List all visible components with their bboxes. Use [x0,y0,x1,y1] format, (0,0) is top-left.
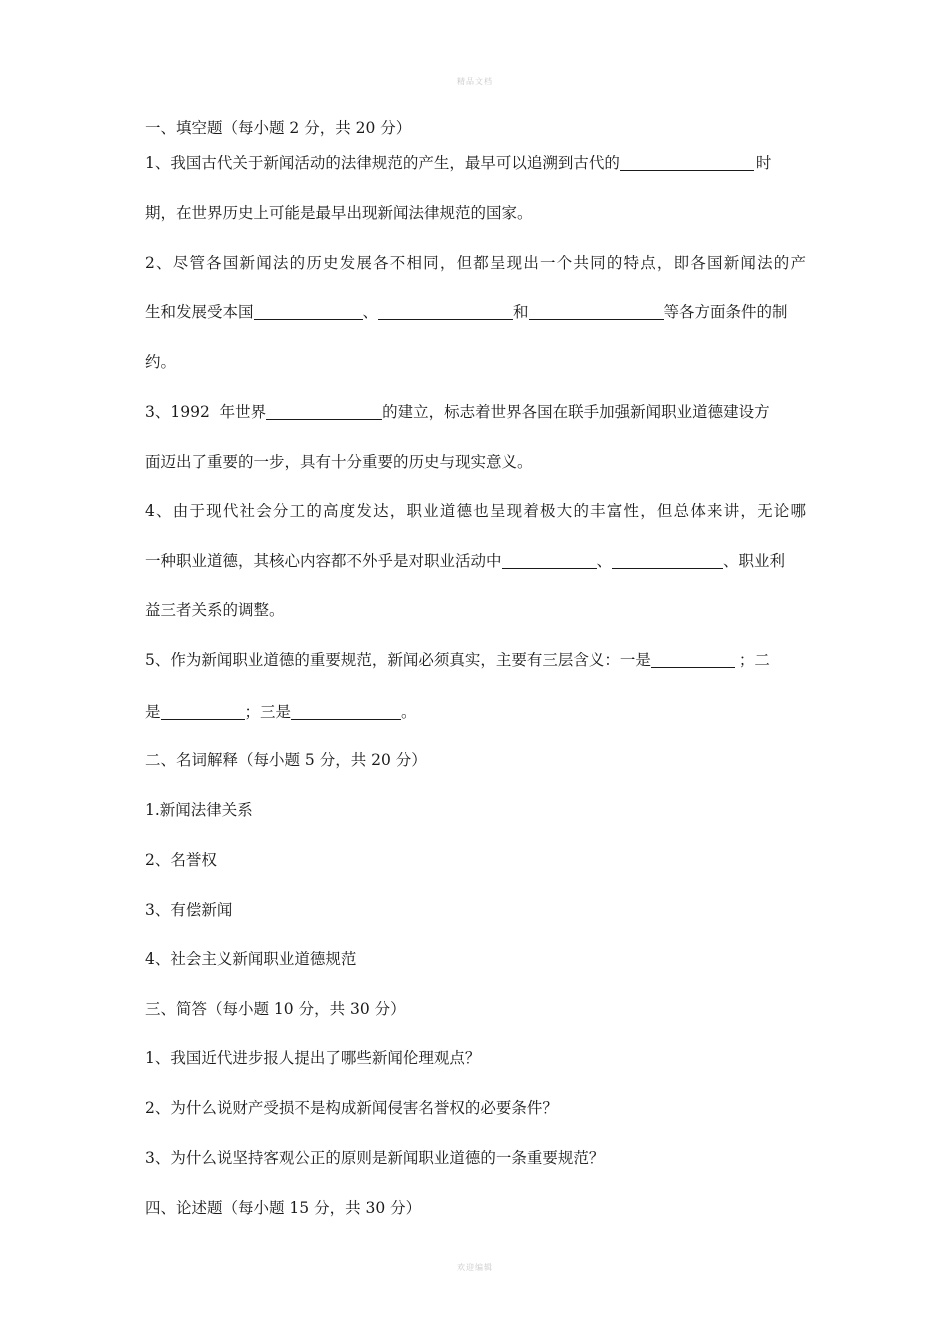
q2-line3: 约。 [145,353,177,371]
q2-text-end: 等各方面条件的制 [663,303,788,321]
q1-text-end: 时 [755,154,772,172]
q5-line1 [145,650,770,670]
section2-item: 3、有偿新闻 [145,901,233,919]
q1-text: 1、我国古代关于新闻活动的法律规范的产生，最早可以追溯到古代的 [145,154,620,172]
q3-line1 [145,402,770,422]
section3-item: 2、为什么说财产受损不是构成新闻侵害名誉权的必要条件？ [145,1099,558,1117]
q5-text-4: ；三是 [244,703,292,721]
q5-line2 [145,702,417,722]
section3-item: 1、我国近代进步报人提出了哪些新闻伦理观点？ [145,1049,481,1067]
q2-blank-3 [529,303,664,320]
q5-text-2: ；二 [738,651,770,669]
q2-line1: 2、尽管各国新闻法的历史发展各不相同，但都呈现出一个共同的特点，即各国新闻法的产 [145,254,806,272]
q4-text: 一种职业道德，其核心内容都不外乎是对职业活动中 [145,552,502,570]
q5-text-end: 。 [401,703,417,721]
q5-text: 5、作为新闻职业道德的重要规范，新闻必须真实，主要有三层含义：一是 [145,651,651,669]
q5-blank-1 [651,651,735,668]
q2-line2 [145,302,788,322]
q5-text-3: 是 [145,703,161,721]
q3-text: 3、1992 年世界 [145,403,267,421]
q4-blank-2 [612,552,723,569]
q1-blank [620,154,754,171]
q2-sep-2: 和 [513,303,529,321]
section2-title: 二、名词解释（每小题 5 分，共 20 分） [145,751,427,769]
q4-text-end: 、职业利 [723,552,786,570]
q2-text: 生和发展受本国 [145,303,254,321]
q4-line3: 益三者关系的调整。 [145,601,285,619]
header-watermark: 精品文档 [457,77,493,86]
q2-blank-1 [254,303,363,320]
section2-item: 2、名誉权 [145,851,217,869]
q3-text-end: 的建立，标志着世界各国在联手加强新闻职业道德建设方 [382,403,770,421]
section3-title: 三、简答（每小题 10 分，共 30 分） [145,1000,406,1018]
q3-blank [266,403,382,420]
q4-line1: 4、由于现代社会分工的高度发达，职业道德也呈现着极大的丰富性，但总体来讲，无论哪 [145,502,806,520]
section4-title: 四、论述题（每小题 15 分，共 30 分） [145,1199,422,1217]
q5-blank-2 [161,703,245,720]
q2-sep-1: 、 [362,303,379,321]
section3-item: 3、为什么说坚持客观公正的原则是新闻职业道德的一条重要规范？ [145,1149,605,1167]
q3-line2: 面迈出了重要的一步，具有十分重要的历史与现实意义。 [145,453,533,471]
section2-item: 1.新闻法律关系 [145,801,253,819]
q5-blank-3 [291,703,401,720]
q4-blank-1 [502,552,597,569]
section1-title: 一、填空题（每小题 2 分，共 20 分） [145,119,412,137]
footer-watermark: 欢迎编辑 [457,1263,493,1272]
section2-item: 4、社会主义新闻职业道德规范 [145,950,357,968]
q4-sep: 、 [596,552,613,570]
q2-blank-2 [378,303,513,320]
q1-line1 [145,153,771,173]
q4-line2 [145,551,785,571]
q1-line2: 期，在世界历史上可能是最早出现新闻法律规范的国家。 [145,204,533,222]
